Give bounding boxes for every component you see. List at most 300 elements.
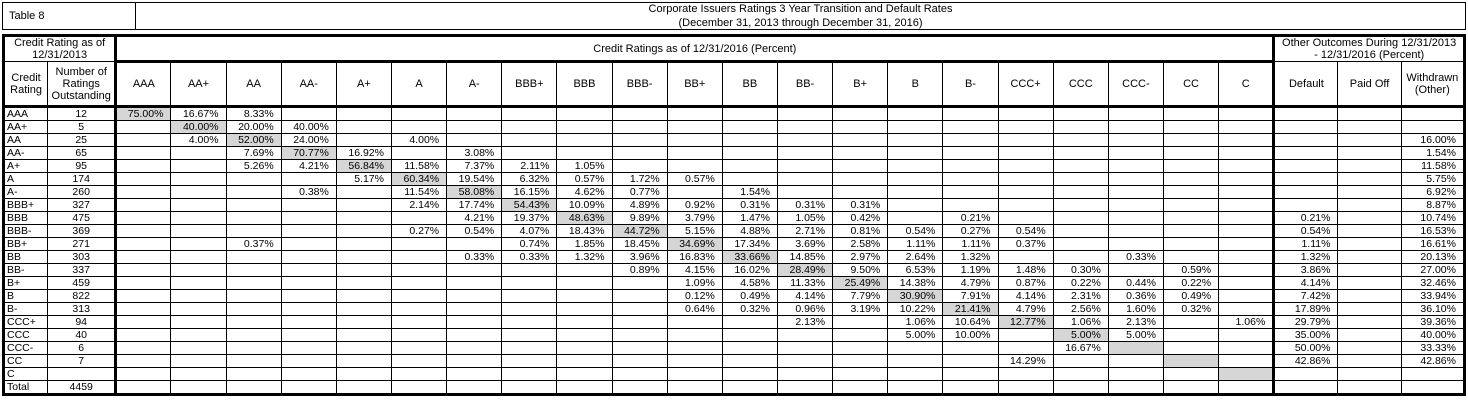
transition-cell: 5.00% [1053, 329, 1108, 342]
transition-cell [116, 173, 171, 186]
withdrawn-cell [1401, 121, 1464, 134]
transition-cell [1108, 355, 1163, 368]
transition-cell: 7.79% [833, 290, 888, 303]
row-rating-label: C [4, 368, 48, 381]
count-cell: 6 [48, 342, 116, 355]
transition-cell [722, 329, 777, 342]
transition-cell: 58.08% [447, 186, 502, 199]
transition-cell: 14.85% [777, 251, 832, 264]
transition-cell: 16.83% [667, 251, 722, 264]
transition-cell [281, 199, 336, 212]
transition-cell [447, 264, 502, 277]
transition-cell [226, 342, 281, 355]
total-label: Total [4, 381, 48, 395]
transition-cell: 0.22% [1163, 277, 1218, 290]
table-row [4, 329, 1465, 342]
transition-cell [557, 316, 612, 329]
transition-cell [777, 160, 832, 173]
transition-cell: 1.09% [667, 277, 722, 290]
transition-cell: 24.00% [281, 134, 336, 147]
transition-cell [116, 186, 171, 199]
transition-cell [888, 381, 943, 395]
transition-cell [612, 303, 667, 316]
transition-cell [943, 147, 998, 160]
transition-cell: 4.88% [722, 225, 777, 238]
row-rating-label: AA [4, 134, 48, 147]
transition-cell [1163, 251, 1218, 264]
transition-cell: 1.85% [557, 238, 612, 251]
transition-cell [943, 173, 998, 186]
transition-cell [171, 225, 226, 238]
transition-cell: 0.74% [502, 238, 557, 251]
table-row [4, 134, 1465, 147]
transition-cell [1163, 107, 1218, 121]
paid-off-cell [1338, 329, 1401, 342]
default-cell: 7.42% [1274, 290, 1338, 303]
withdrawn-cell: 16.00% [1401, 134, 1464, 147]
transition-cell: 0.54% [998, 225, 1053, 238]
transition-cell [502, 316, 557, 329]
transition-cell [833, 186, 888, 199]
transition-cell [336, 316, 391, 329]
transition-cell: 0.49% [1163, 290, 1218, 303]
transition-cell [833, 173, 888, 186]
transition-cell [888, 212, 943, 225]
transition-cell: 2.71% [777, 225, 832, 238]
transition-cell: 56.84% [336, 160, 391, 173]
transition-cell [833, 147, 888, 160]
transition-cell [998, 342, 1053, 355]
transition-cell [612, 107, 667, 121]
transition-cell [722, 160, 777, 173]
transition-cell: 1.06% [1219, 316, 1274, 329]
transition-cell [336, 368, 391, 381]
transition-cell [281, 355, 336, 368]
transition-cell: 1.48% [998, 264, 1053, 277]
transition-cell: 0.64% [667, 303, 722, 316]
transition-cell [447, 329, 502, 342]
transition-cell [667, 160, 722, 173]
transition-cell: 10.22% [888, 303, 943, 316]
transition-cell [833, 121, 888, 134]
transition-cell: 0.31% [833, 199, 888, 212]
transition-cell [116, 368, 171, 381]
transition-cell: 19.37% [502, 212, 557, 225]
transition-cell [226, 199, 281, 212]
transition-cell [391, 277, 446, 290]
count-cell: 174 [48, 173, 116, 186]
count-cell: 65 [48, 147, 116, 160]
paid-off-cell [1338, 212, 1401, 225]
outcome-column-header: Withdrawn (Other) [1401, 62, 1464, 107]
rating-column-header: CCC- [1108, 62, 1163, 107]
rating-column-header: AA+ [171, 62, 226, 107]
withdrawn-cell: 10.74% [1401, 212, 1464, 225]
transition-cell [888, 186, 943, 199]
transition-cell [777, 186, 832, 199]
transition-cell: 17.34% [722, 238, 777, 251]
transition-cell [833, 316, 888, 329]
transition-cell [998, 121, 1053, 134]
transition-cell [336, 134, 391, 147]
table-row [4, 368, 1465, 381]
transition-cell [1219, 251, 1274, 264]
total-count-cell: 4459 [48, 381, 116, 395]
transition-cell [667, 329, 722, 342]
transition-cell [336, 355, 391, 368]
withdrawn-cell: 36.10% [1401, 303, 1464, 316]
withdrawn-cell: 33.33% [1401, 342, 1464, 355]
transition-cell [722, 316, 777, 329]
transition-cell [116, 160, 171, 173]
transition-cell [888, 121, 943, 134]
transition-cell [1163, 199, 1218, 212]
transition-cell [1219, 173, 1274, 186]
transition-cell [1053, 121, 1108, 134]
default-cell [1274, 107, 1338, 121]
transition-cell [116, 251, 171, 264]
count-cell: 327 [48, 199, 116, 212]
table-row [4, 290, 1465, 303]
transition-cell: 0.49% [722, 290, 777, 303]
count-cell [48, 368, 116, 381]
default-cell [1274, 173, 1338, 186]
transition-cell [722, 355, 777, 368]
transition-cell: 0.33% [447, 251, 502, 264]
transition-cell [1108, 381, 1163, 395]
transition-cell: 0.32% [1163, 303, 1218, 316]
transition-cell [1053, 238, 1108, 251]
transition-cell [1219, 277, 1274, 290]
transition-cell: 44.72% [612, 225, 667, 238]
transition-cell [391, 290, 446, 303]
transition-cell [447, 316, 502, 329]
transition-cell: 10.00% [943, 329, 998, 342]
transition-cell [557, 121, 612, 134]
paid-off-cell [1338, 173, 1401, 186]
transition-cell [943, 368, 998, 381]
transition-cell [777, 107, 832, 121]
transition-cell [1053, 368, 1108, 381]
paid-off-cell [1338, 342, 1401, 355]
transition-cell [171, 173, 226, 186]
transition-cell [557, 381, 612, 395]
transition-cell [226, 277, 281, 290]
transition-cell [502, 368, 557, 381]
transition-cell: 1.54% [722, 186, 777, 199]
transition-cell [226, 173, 281, 186]
withdrawn-cell: 16.61% [1401, 238, 1464, 251]
transition-cell [667, 121, 722, 134]
transition-cell: 16.67% [1053, 342, 1108, 355]
transition-cell [1053, 381, 1108, 395]
transition-cell [281, 290, 336, 303]
transition-cell [391, 342, 446, 355]
transition-cell: 12.77% [998, 316, 1053, 329]
outcome-cell [1274, 381, 1338, 395]
transition-cell [336, 342, 391, 355]
transition-cell [1053, 134, 1108, 147]
table-row [4, 316, 1465, 329]
transition-cell: 5.00% [888, 329, 943, 342]
left-group-header: Credit Rating as of 12/31/2013 [4, 36, 116, 62]
withdrawn-cell [1401, 368, 1464, 381]
transition-cell [1163, 121, 1218, 134]
transition-cell [943, 381, 998, 395]
rating-column-header: A+ [336, 62, 391, 107]
default-cell: 3.86% [1274, 264, 1338, 277]
transition-cell [391, 303, 446, 316]
transition-cell [1108, 225, 1163, 238]
transition-cell: 4.14% [998, 290, 1053, 303]
count-cell: 25 [48, 134, 116, 147]
transition-cell: 4.15% [667, 264, 722, 277]
transition-cell [1053, 251, 1108, 264]
transition-cell [281, 316, 336, 329]
transition-cell [888, 147, 943, 160]
rating-column-header: C [1219, 62, 1274, 107]
transition-cell [336, 212, 391, 225]
table-row [4, 251, 1465, 264]
transition-cell [116, 147, 171, 160]
transition-cell [447, 342, 502, 355]
transition-cell [612, 290, 667, 303]
transition-cell: 0.32% [722, 303, 777, 316]
paid-off-cell [1338, 107, 1401, 121]
transition-cell: 0.89% [612, 264, 667, 277]
transition-cell [833, 381, 888, 395]
row-rating-label: BB+ [4, 238, 48, 251]
transition-cell [1108, 186, 1163, 199]
count-column-header: Number of Ratings Outstanding [48, 62, 116, 107]
transition-cell [336, 277, 391, 290]
transition-cell: 1.32% [943, 251, 998, 264]
row-rating-label: AA+ [4, 121, 48, 134]
transition-cell: 7.69% [226, 147, 281, 160]
transition-cell [557, 368, 612, 381]
paid-off-cell [1338, 238, 1401, 251]
transition-cell [336, 225, 391, 238]
transition-cell [1053, 212, 1108, 225]
outcome-cell [1338, 381, 1401, 395]
transition-cell [777, 147, 832, 160]
default-cell: 1.11% [1274, 238, 1338, 251]
transition-cell [612, 160, 667, 173]
transition-cell: 4.07% [502, 225, 557, 238]
transition-cell [391, 121, 446, 134]
transition-cell [226, 264, 281, 277]
rating-column-header: B- [943, 62, 998, 107]
paid-off-cell [1338, 368, 1401, 381]
transition-cell [943, 134, 998, 147]
row-rating-label: AAA [4, 107, 48, 121]
row-rating-label: BB- [4, 264, 48, 277]
table-row [4, 225, 1465, 238]
transition-cell [281, 225, 336, 238]
transition-cell [226, 381, 281, 395]
transition-cell [777, 121, 832, 134]
transition-cell [116, 134, 171, 147]
row-rating-label: BB [4, 251, 48, 264]
transition-cell [667, 368, 722, 381]
rating-column-header: BBB+ [502, 62, 557, 107]
transition-cell [722, 368, 777, 381]
rating-column-header: AAA [116, 62, 171, 107]
row-rating-label: A+ [4, 160, 48, 173]
transition-cell: 0.54% [888, 225, 943, 238]
table-row [4, 238, 1465, 251]
transition-cell [1053, 147, 1108, 160]
transition-cell [667, 381, 722, 395]
withdrawn-cell: 33.94% [1401, 290, 1464, 303]
transition-cell [116, 199, 171, 212]
transition-cell [998, 199, 1053, 212]
transition-cell [1108, 121, 1163, 134]
transition-cell [557, 329, 612, 342]
transition-cell [336, 381, 391, 395]
transition-cell [612, 277, 667, 290]
transition-cell: 0.44% [1108, 277, 1163, 290]
transition-cell [226, 212, 281, 225]
transition-cell [1163, 186, 1218, 199]
transition-cell [171, 290, 226, 303]
transition-cell: 2.13% [777, 316, 832, 329]
default-cell: 17.89% [1274, 303, 1338, 316]
transition-cell: 2.13% [1108, 316, 1163, 329]
count-cell: 369 [48, 225, 116, 238]
rating-column-header: BB [722, 62, 777, 107]
paid-off-cell [1338, 290, 1401, 303]
top-band [2, 2, 1466, 30]
paid-off-cell [1338, 225, 1401, 238]
transition-cell [502, 342, 557, 355]
transition-cell [171, 212, 226, 225]
outcome-cell [1401, 381, 1464, 395]
transition-cell [612, 368, 667, 381]
transition-cell [281, 329, 336, 342]
row-rating-label: A- [4, 186, 48, 199]
transition-cell: 2.11% [502, 160, 557, 173]
transition-cell: 0.59% [1163, 264, 1218, 277]
transition-cell [667, 107, 722, 121]
transition-cell [1219, 225, 1274, 238]
transition-cell [1053, 173, 1108, 186]
transition-cell [226, 251, 281, 264]
transition-cell: 1.11% [888, 238, 943, 251]
table-row [4, 342, 1465, 355]
row-rating-label: A [4, 173, 48, 186]
transition-cell [1108, 342, 1163, 355]
table-row [4, 186, 1465, 199]
count-cell: 313 [48, 303, 116, 316]
transition-cell: 3.19% [833, 303, 888, 316]
paid-off-cell [1338, 121, 1401, 134]
transition-cell [833, 368, 888, 381]
transition-cell: 60.34% [391, 173, 446, 186]
transition-cell [336, 290, 391, 303]
transition-cell [1219, 342, 1274, 355]
outcome-column-header: Default [1274, 62, 1338, 107]
transition-cell [336, 121, 391, 134]
transition-cell [281, 368, 336, 381]
transition-cell [336, 107, 391, 121]
transition-cell: 1.11% [943, 238, 998, 251]
transition-cell [1163, 160, 1218, 173]
transition-cell: 1.19% [943, 264, 998, 277]
transition-cell [116, 355, 171, 368]
withdrawn-cell: 8.87% [1401, 199, 1464, 212]
transition-cell: 14.38% [888, 277, 943, 290]
transition-cell [1053, 107, 1108, 121]
transition-cell [116, 225, 171, 238]
transition-cell: 17.74% [447, 199, 502, 212]
withdrawn-cell: 5.75% [1401, 173, 1464, 186]
transition-cell [1053, 186, 1108, 199]
transition-cell: 16.67% [171, 107, 226, 121]
transition-cell [391, 329, 446, 342]
transition-cell [1163, 316, 1218, 329]
transition-cell [888, 368, 943, 381]
transition-cell [226, 316, 281, 329]
count-cell: 459 [48, 277, 116, 290]
transition-cell [447, 381, 502, 395]
transition-cell: 1.06% [888, 316, 943, 329]
transition-cell [612, 355, 667, 368]
transition-cell: 11.58% [391, 160, 446, 173]
transition-cell: 0.92% [667, 199, 722, 212]
transition-cell [998, 381, 1053, 395]
transition-cell [557, 147, 612, 160]
transition-cell [612, 147, 667, 160]
rating-column-header: BB- [777, 62, 832, 107]
transition-cell [391, 264, 446, 277]
transition-cell [943, 121, 998, 134]
transition-cell [612, 381, 667, 395]
transition-cell [943, 186, 998, 199]
transition-cell [557, 303, 612, 316]
transition-cell: 4.00% [171, 134, 226, 147]
transition-cell: 4.89% [612, 199, 667, 212]
transition-cell [502, 303, 557, 316]
transition-cell [1053, 225, 1108, 238]
withdrawn-cell: 6.92% [1401, 186, 1464, 199]
transition-cell [1219, 355, 1274, 368]
transition-cell [888, 199, 943, 212]
transition-cell [1108, 368, 1163, 381]
transition-cell: 2.97% [833, 251, 888, 264]
transition-cell [116, 212, 171, 225]
transition-cell: 4.58% [722, 277, 777, 290]
rating-column-header: CCC [1053, 62, 1108, 107]
transition-cell: 4.21% [447, 212, 502, 225]
transition-cell [1219, 303, 1274, 316]
table-row [4, 147, 1465, 160]
transition-cell [116, 277, 171, 290]
transition-cell [281, 303, 336, 316]
rating-column-header: CCC+ [998, 62, 1053, 107]
transition-cell [171, 368, 226, 381]
transition-cell [1108, 160, 1163, 173]
paid-off-cell [1338, 147, 1401, 160]
transition-cell: 0.54% [447, 225, 502, 238]
transition-cell [1219, 134, 1274, 147]
row-rating-label: CCC+ [4, 316, 48, 329]
group-header-row [4, 36, 1465, 62]
transition-cell: 4.00% [391, 134, 446, 147]
transition-cell [281, 212, 336, 225]
transition-cell: 54.43% [502, 199, 557, 212]
total-row [4, 381, 1465, 395]
